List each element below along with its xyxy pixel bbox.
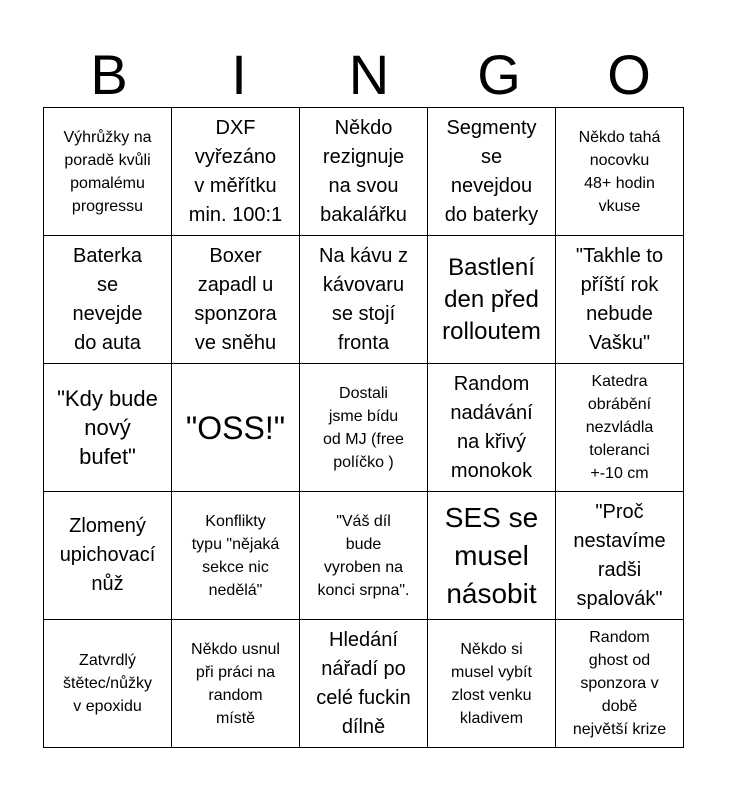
bingo-cell[interactable] [172, 364, 300, 492]
cell-text: Segmenty se nevejdou do baterky [444, 116, 539, 226]
cell-text: "Kdy bude nový bufet" [57, 386, 158, 469]
bingo-cell[interactable] [428, 620, 556, 748]
bingo-cell[interactable] [44, 108, 172, 236]
bingo-cell[interactable] [300, 236, 428, 364]
cell-text: Zlomený upichovací nůž [59, 515, 156, 595]
bingo-cell[interactable] [428, 236, 556, 364]
bingo-cell[interactable] [172, 492, 300, 620]
bingo-cell[interactable] [172, 108, 300, 236]
cell-text: Na kávu z kávovaru se stojí fronta [319, 244, 408, 354]
bingo-cell[interactable] [556, 492, 684, 620]
bingo-cell[interactable] [428, 108, 556, 236]
grid-row-2 [44, 236, 684, 364]
header-letter-b: B [90, 43, 128, 106]
cell-text: Zatvrdlý štětec/nůžky v epoxidu [63, 652, 152, 715]
header-letter-n: N [348, 43, 390, 106]
cell-text: Katedra obrábění nezvládla toleranci +-10 cm [585, 373, 654, 482]
cell-text: SES se musel násobit [444, 501, 539, 609]
bingo-cell[interactable] [300, 620, 428, 748]
bingo-cell[interactable] [556, 364, 684, 492]
bingo-cell[interactable] [44, 236, 172, 364]
cell-text: DXF vyřezáno v měřítku min. 100:1 [188, 116, 283, 226]
cell-text: Někdo rezignuje na svou bakalářku [320, 116, 407, 226]
grid-row-3 [44, 364, 684, 492]
header-letter-o: O [607, 43, 651, 106]
cell-text: "Proč nestavíme radši spalovák" [573, 500, 666, 610]
cell-text: Boxer zapadl u sponzora ve sněhu [194, 244, 277, 354]
grid-row-5 [44, 620, 684, 748]
bingo-cell[interactable] [44, 364, 172, 492]
cell-text: "Takhle to příští rok nebude Vašku" [575, 244, 664, 354]
grid-row-4 [44, 492, 684, 620]
bingo-cell[interactable] [172, 236, 300, 364]
bingo-cell[interactable] [44, 620, 172, 748]
cell-text: Hledání nářadí po celé fuckin dílně [316, 628, 411, 738]
bingo-cell[interactable] [428, 492, 556, 620]
bingo-cell[interactable] [556, 620, 684, 748]
cell-text: Bastlení den před rolloutem [442, 253, 541, 345]
bingo-header [44, 40, 694, 110]
header-letter-g: G [477, 43, 521, 106]
cell-text: "Váš díl bude vyroben na konci srpna". [317, 512, 410, 599]
cell-text: "OSS!" [185, 409, 286, 446]
cell-text: Random ghost od sponzora v době největší krize [572, 629, 667, 738]
cell-text: Někdo tahá nocovku 48+ hodin vkuse [578, 128, 661, 215]
bingo-cell[interactable] [300, 492, 428, 620]
bingo-cell[interactable] [300, 364, 428, 492]
bingo-cell[interactable] [172, 620, 300, 748]
cell-text: Někdo si musel vybít zlost venku kladivem [451, 640, 532, 727]
cell-text: Konflikty typu "nějaká sekce nic nedělá" [191, 512, 280, 599]
cell-text: Random nadávání na křivý monokok [450, 372, 533, 482]
bingo-cell[interactable] [300, 108, 428, 236]
bingo-cell[interactable] [556, 236, 684, 364]
cell-text: Dostali jsme bídu od MJ (free políčko ) [323, 384, 404, 471]
cell-text: Někdo usnul při práci na random místě [191, 640, 280, 727]
grid-row-1 [44, 108, 684, 236]
bingo-grid [43, 107, 684, 748]
bingo-cell[interactable] [556, 108, 684, 236]
cell-text: Baterka se nevejde do auta [72, 244, 143, 354]
bingo-cell[interactable] [428, 364, 556, 492]
cell-text: Výhrůžky na poradě kvůli pomalému progressu [63, 128, 152, 215]
header-letter-i: I [231, 43, 247, 106]
bingo-cell[interactable] [44, 492, 172, 620]
